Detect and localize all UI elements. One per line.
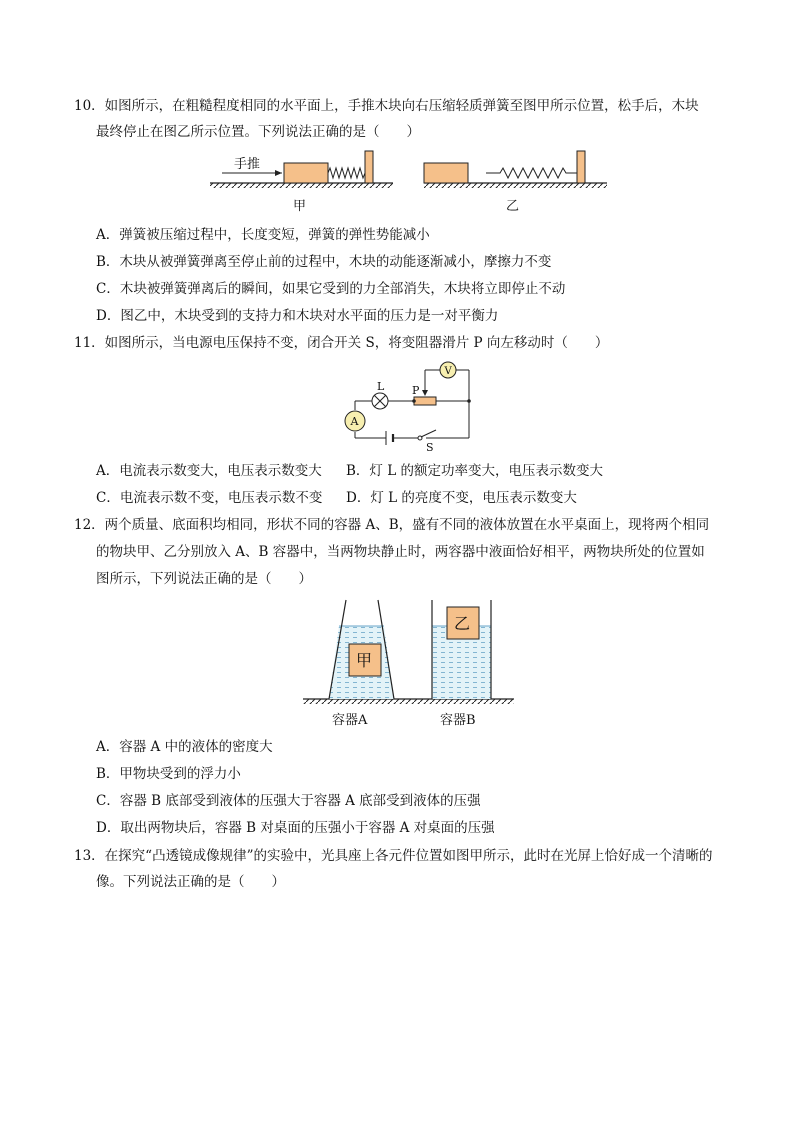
svg-text:乙: 乙 (454, 614, 471, 633)
q11-stem: 11．如图所示，当电源电压保持不变，闭合开关 S，将变阻器滑片 P 向左移动时（ ） (74, 335, 609, 351)
q12-stem-line1: 12．两个质量、底面积均相同，形状不同的容器 A、B，盛有不同的液体放置在水平桌面上，现将两个相同 (74, 517, 710, 533)
label-v: V (444, 366, 452, 377)
push-label: 手推 (234, 157, 261, 172)
container-b-caption: 容器B (440, 713, 476, 728)
q12-stem-line2: 的物块甲、乙分别放入 A、B 容器中，当两物块静止时，两容器中液面恰好相平，两物块所处的位置如 (96, 544, 705, 560)
q10-stem-line2: 最终停止在图乙所示位置。下列说法正确的是（ ） (96, 124, 420, 140)
figure-b-caption: 乙 (506, 199, 520, 214)
container-a (329, 600, 394, 699)
q13-stem-line1: 13．在探究“凸透镜成像规律”的实验中，光具座上各元件位置如图甲所示，此时在光屏上恰好成一个清晰的 (74, 848, 713, 864)
q10-option-b: B．木块从被弹簧弹离至停止前的过程中，木块的动能逐渐减小，摩擦力不变 (96, 254, 552, 270)
q10-stem-line1: 10．如图所示，在粗糙程度相同的水平面上，手推木块向右压缩轻质弹簧至图甲所示位置，松手后，木块 (74, 98, 699, 114)
label-a: A (350, 415, 359, 428)
label-l: L (377, 380, 385, 393)
container-a-caption: 容器A (332, 713, 368, 728)
q11-option-a: A．电流表示数变大，电压表示数变大 (96, 463, 322, 479)
q11-option-b: B．灯 L 的额定功率变大，电压表示数变大 (346, 463, 603, 479)
q10-option-c: C．木块被弹簧弹离后的瞬间，如果它受到的力全部消失，木块将立即停止不动 (96, 281, 566, 297)
q10-option-a: A．弹簧被压缩过程中，长度变短，弹簧的弹性势能减小 (96, 227, 430, 243)
q13-stem-line2: 像。下列说法正确的是（ ） (96, 874, 285, 890)
q12-option-c: C．容器 B 底部受到液体的压强大于容器 A 底部受到液体的压强 (96, 793, 481, 809)
q12-stem-line3: 图所示，下列说法正确的是（ ） (96, 571, 312, 587)
label-p: P (412, 384, 420, 397)
q11-option-c: C．电流表示数不变，电压表示数不变 (96, 490, 323, 506)
q10-option-d: D．图乙中，木块受到的支持力和木块对水平面的压力是一对平衡力 (96, 308, 499, 324)
label-s: S (426, 441, 434, 454)
q12-option-a: A．容器 A 中的液体的密度大 (96, 739, 273, 755)
container-b (432, 600, 491, 699)
q12-option-d: D．取出两物块后，容器 B 对桌面的压强小于容器 A 对桌面的压强 (96, 820, 495, 836)
q11-option-d: D．灯 L 的亮度不变，电压表示数变大 (346, 490, 577, 506)
q12-option-b: B．甲物块受到的浮力小 (96, 766, 241, 782)
svg-text:甲: 甲 (356, 651, 373, 670)
figure-a-caption: 甲 (293, 199, 307, 214)
